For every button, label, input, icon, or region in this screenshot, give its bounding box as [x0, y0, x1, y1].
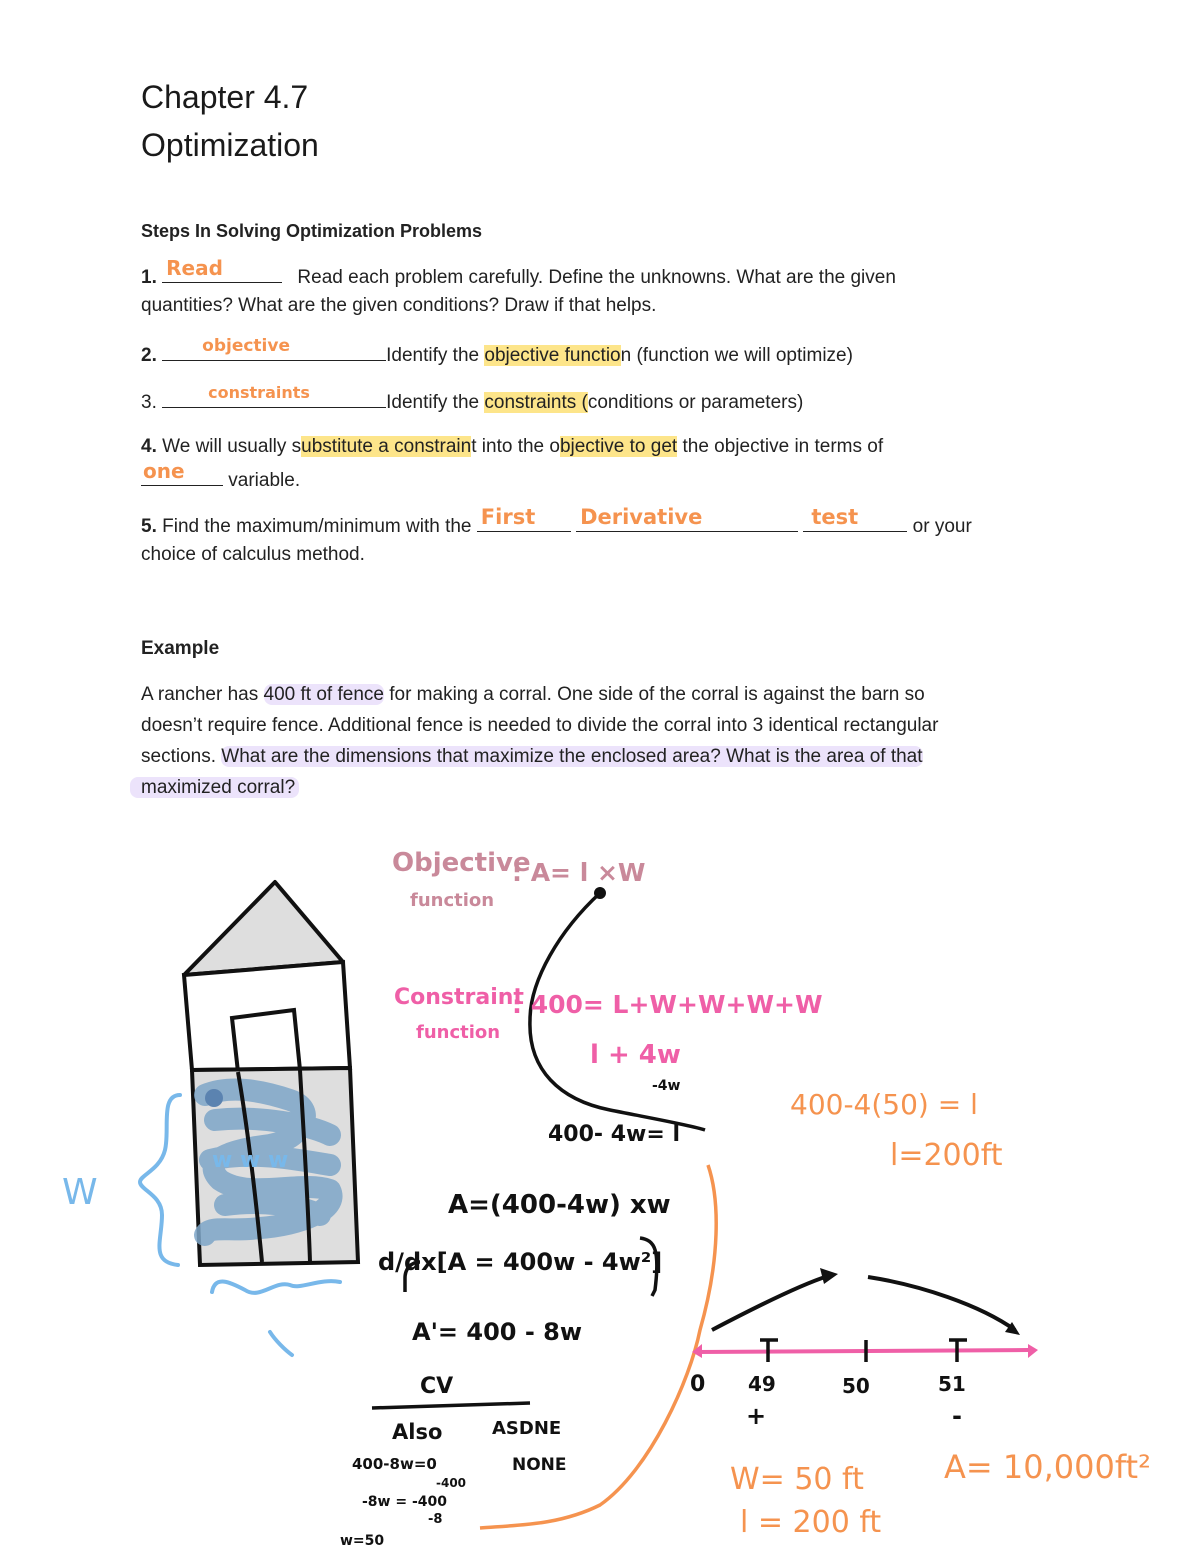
step-2-post: n (function we will optimize) — [620, 345, 853, 366]
note-cv-minus-400: -400 — [436, 1476, 467, 1490]
step-2-number: 2. — [141, 345, 157, 366]
number-line-label-0: 0 — [690, 1372, 706, 1397]
step-1-fill: Read — [166, 256, 223, 280]
note-l-expression: 400- 4w= l — [548, 1122, 680, 1147]
barn-roof — [184, 882, 343, 975]
width-brace — [140, 1095, 180, 1265]
note-l-substitution: 400-4(50) = l — [790, 1088, 978, 1121]
note-l-result: l=200ft — [890, 1138, 1003, 1173]
step-1-number: 1. — [141, 267, 157, 288]
note-area-equation: A=(400-4w) xw — [448, 1190, 671, 1220]
step-3-post: conditions or parameters) — [587, 392, 804, 413]
sign-negative: - — [952, 1402, 962, 1430]
step-4-number: 4. — [141, 436, 157, 457]
step-3-fill: constraints — [208, 383, 310, 402]
note-cv-step: -8w = -400 — [362, 1494, 447, 1510]
sign-positive: + — [746, 1402, 767, 1430]
step-3-number: 3. — [141, 392, 157, 413]
note-cv-divide: -8 — [428, 1512, 443, 1527]
example-highlight-question: What are the dimensions that maximize the enclosed area? What is the area of that — [221, 746, 923, 767]
increasing-arrowhead — [820, 1268, 838, 1284]
decreasing-arrow — [868, 1277, 1015, 1330]
note-minus-4w: -4w — [652, 1078, 681, 1094]
note-derivative-equation: d/dx[A = 400w - 4w²] — [378, 1248, 663, 1276]
step-5-cont: choice of calculus method. — [141, 544, 365, 565]
example-highlight-question-cont: maximized corral? — [130, 777, 299, 798]
note-cv-none: NONE — [512, 1455, 567, 1475]
step-5-text-a: Find the maximum/minimum with the — [162, 516, 472, 537]
step-5-fill-3: test — [811, 505, 859, 529]
note-cv-w50: w=50 — [340, 1533, 385, 1549]
example-highlight-fence: 400 ft of fence — [263, 684, 384, 705]
topic-title: Optimization — [141, 127, 319, 163]
objective-curve-dot — [594, 887, 606, 899]
steps-heading: Steps In Solving Optimization Problems — [141, 221, 483, 241]
number-line-label-50: 50 — [842, 1374, 870, 1398]
note-cv: CV — [420, 1374, 454, 1399]
note-constraint: Constraint — [394, 985, 524, 1010]
step-4-text-c: the objective in terms of — [677, 436, 884, 457]
note-constraint-simplified: l + 4w — [590, 1040, 681, 1070]
step-5-number: 5. — [141, 516, 157, 537]
step-5-fill-2: Derivative — [580, 505, 703, 529]
number-line — [697, 1350, 1028, 1352]
answer-width: W= 50 ft — [730, 1462, 864, 1497]
example-text-1a: A rancher has — [141, 684, 264, 705]
example-text-1b: for making a corral. One side of the corral is against the barn so — [383, 684, 925, 705]
chapter-title: Chapter 4.7 — [141, 79, 309, 115]
example-heading: Example — [141, 638, 220, 659]
step-1-text-cont: quantities? What are the given conditions? Draw if that helps. — [141, 295, 657, 316]
note-cv-right: ASDNE — [492, 1418, 562, 1439]
note-cv-eq: 400-8w=0 — [352, 1455, 437, 1473]
step-3-pre: Identify the — [386, 392, 485, 413]
step-2-pre: Identify the — [386, 345, 485, 366]
step-5-fill-1: First — [480, 505, 536, 529]
increasing-arrow — [712, 1276, 828, 1330]
note-w-inner: w w w — [212, 1148, 289, 1173]
step-1-text: Read each problem carefully. Define the unknowns. What are the given — [297, 267, 896, 288]
number-line-label-51: 51 — [938, 1372, 966, 1396]
note-w-label: W — [62, 1172, 98, 1213]
note-constraint-function: function — [416, 1022, 501, 1043]
step-4-fill: one — [143, 459, 185, 483]
barn-body — [184, 962, 350, 1070]
number-line-label-49: 49 — [748, 1372, 776, 1396]
example-text-3a: sections. — [141, 746, 222, 767]
step-4-text-b: t into the o — [471, 436, 560, 457]
note-derivative-result: A'= 400 - 8w — [412, 1318, 583, 1346]
number-line-arrow — [1028, 1344, 1038, 1358]
step-4-text-d: variable. — [228, 470, 301, 491]
answer-length: l = 200 ft — [740, 1505, 882, 1540]
step-5-text-b: or your — [912, 516, 972, 537]
step-4-text-a: We will usually s — [162, 436, 302, 457]
example-line-2: doesn’t require fence. Additional fence is needed to divide the corral into 3 identical rectangular — [141, 715, 939, 736]
note-objective-equation: : A= l ×W — [512, 858, 646, 887]
step-4-highlight-2: bjective to get — [559, 436, 678, 457]
note-objective: Objective — [392, 848, 531, 878]
step-2-fill: objective — [202, 336, 290, 356]
cv-rule — [372, 1403, 530, 1408]
step-3-highlight: constraints ( — [484, 392, 588, 413]
step-4-highlight-1: ubstitute a constrain — [301, 436, 472, 457]
corral-dot — [205, 1089, 223, 1107]
note-objective-function: function — [410, 890, 495, 911]
length-brace — [212, 1281, 340, 1355]
note-constraint-equation: : 400= L+W+W+W+W — [512, 990, 823, 1019]
step-2-highlight: objective functio — [484, 345, 621, 366]
note-cv-left: Also — [392, 1420, 443, 1444]
answer-area: A= 10,000ft² — [944, 1448, 1151, 1486]
